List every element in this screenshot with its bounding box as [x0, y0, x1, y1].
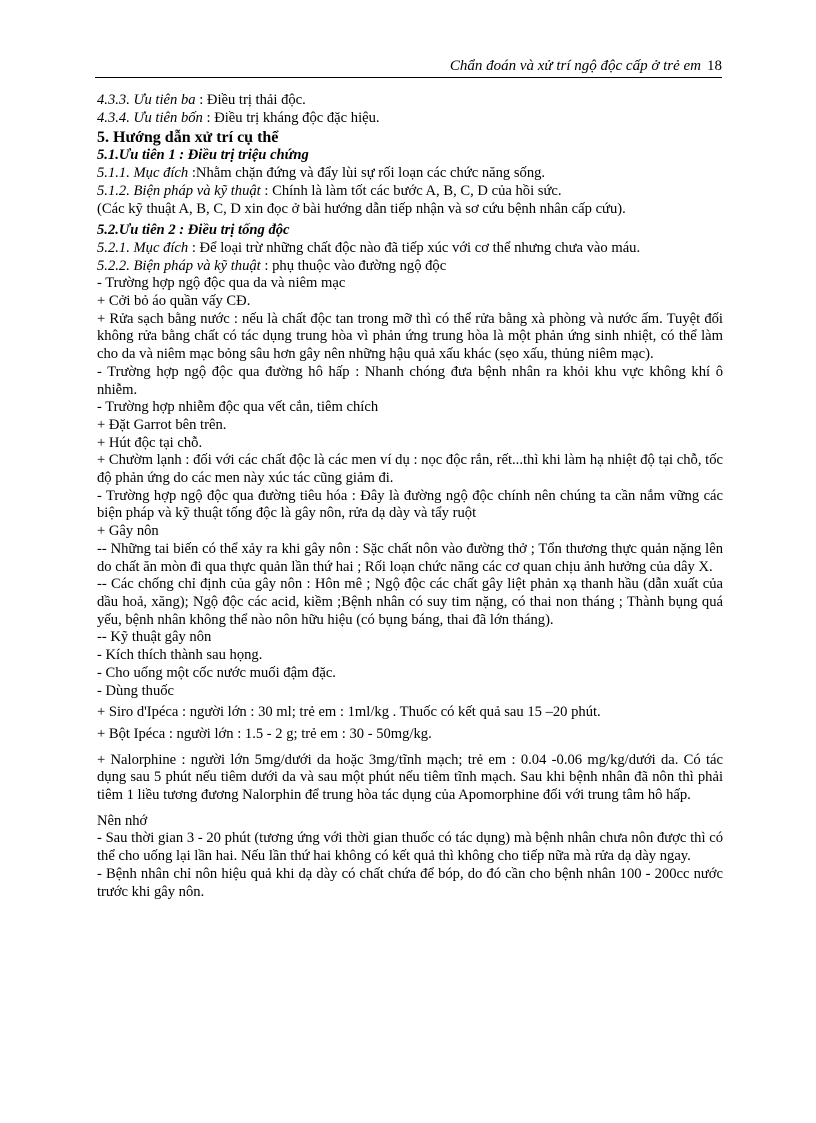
section-5-1-1	[97, 165, 723, 183]
paragraph: - Sau thời gian 3 - 20 phút (tương ứng với thời gian thuốc có tác dụng) mà bệnh nhân chưa nôn được thì có thể cho uống lại lần hai. Nếu lần thứ hai không có kết quả thì không cho tiếp nữa mà rửa dạ dày ngay.	[97, 830, 723, 865]
section-label: 4.3.4. Ưu tiên bốn	[97, 109, 203, 126]
list-item: - Dùng thuốc	[97, 682, 175, 699]
paragraph: + Nalorphine : người lớn 5mg/dưới da hoặc 3mg/tĩnh mạch; trẻ em : 0.04 -0.06 mg/kg/dưới da. Có tác dụng sau 5 phút nếu tiêm dưới da và sau một phút nếu tiêm tĩnh mạch. Sau khi bệnh nhân đã nôn thì phải tiêm 1 liều tương đương Nalorphin để trung hòa tác dụng của Apomorphine đối với trung tâm hô hấp.	[97, 751, 723, 804]
paragraph: -- Những tai biến có thể xảy ra khi gây nôn : Sặc chất nôn vào đường thở ; Tổn thương thực quản nặng lên do chất ăn mòn đi qua thực quản lần thứ hai ; Rối loạn chức năng các cơ quan chịu ảnh hưởng của dây X.	[97, 540, 723, 575]
list-item: - Cho uống một cốc nước muối đậm đặc.	[97, 664, 336, 681]
paragraph: - Trường hợp ngộ độc qua đường tiêu hóa : Đây là đường ngộ độc chính nên chúng ta cần nắm vững các biện pháp và kỹ thuật tống độc là gây nôn, rửa dạ dày và tẩy ruột	[97, 487, 723, 522]
section-label: 5.2.1. Mục đích	[97, 239, 189, 256]
list-item: + Bột Ipéca : người lớn : 1.5 - 2 g; trẻ em : 30 - 50mg/kg.	[97, 725, 432, 742]
section-4-3-4	[97, 110, 723, 128]
section-text: : Để loại trừ những chất độc nào đã tiếp xúc với cơ thể nhưng chưa vào máu.	[188, 239, 641, 256]
section-text: : Điều trị kháng độc đặc hiệu.	[202, 109, 380, 126]
paragraph: + Chườm lạnh : đối với các chất độc là các men ví dụ : nọc độc rắn, rết...thì khi làm hạ nhiệt độ tại chỗ, tốc độ phản ứng do các men này xúc tác cũng giảm đi.	[97, 452, 723, 487]
list-item: - Trường hợp ngộ độc qua da và niêm mạc	[97, 275, 346, 292]
section-label: 5.1.1. Mục đích	[97, 165, 189, 182]
note-heading: Nên nhớ	[97, 812, 148, 829]
section-5-2-1	[97, 240, 723, 258]
header-rule	[95, 77, 722, 78]
header-title: Chẩn đoán và xử trí ngộ độc cấp ở trẻ em	[449, 58, 701, 74]
list-item: - Trường hợp nhiễm độc qua vết cắn, tiêm chích	[97, 399, 379, 416]
section-text: :Nhằm chặn đứng và đẩy lùi sự rối loạn các chức năng sống.	[188, 165, 546, 182]
section-text: : Điều trị thải độc.	[195, 92, 306, 108]
list-item: + Siro d'Ipéca : người lớn : 30 ml; trẻ em : 1ml/kg . Thuốc có kết quả sau 15 –20 phút.	[97, 704, 601, 721]
section-label: 5.2.2. Biện pháp và kỹ thuật	[97, 257, 261, 274]
running-header	[95, 56, 722, 76]
section-label: 5.1.2. Biện pháp và kỹ thuật	[97, 182, 261, 199]
list-item: + Đặt Garrot bên trên.	[97, 416, 227, 433]
section-text: : phụ thuộc vào đường ngộ độc	[260, 257, 447, 274]
document-body	[97, 92, 723, 901]
list-item: + Cởi bỏ áo quần vấy CĐ.	[97, 293, 251, 310]
heading-5-2: 5.2.Ưu tiên 2 : Điều trị tống độc	[97, 222, 290, 239]
list-item: - Kích thích thành sau họng.	[97, 647, 263, 664]
list-item: + Hút độc tại chỗ.	[97, 434, 203, 451]
paragraph: -- Các chống chỉ định của gây nôn : Hôn mê ; Ngộ độc các chất gây liệt phản xạ thanh hầu (dẫn xuất của dầu hoả, xăng); Ngộ độc các acid, kiềm ;Bệnh nhân có suy tim nặng, có thai non tháng ; Thành bụng quá yếu, bệnh nhân không thể nào nôn hữu hiệu (có bụng báng, thai đã lớn tháng).	[97, 576, 723, 628]
page-number: 18	[707, 58, 722, 74]
section-5-2-2	[97, 258, 723, 276]
heading-5: 5. Hướng dẫn xử trí cụ thể	[97, 129, 279, 147]
list-item: + Gây nôn	[97, 523, 159, 540]
paragraph: - Trường hợp ngộ độc qua đường hô hấp : Nhanh chóng đưa bệnh nhân ra khỏi khu vực không khí ô nhiễm.	[97, 363, 723, 398]
section-5-1-2	[97, 183, 723, 201]
list-item: -- Kỹ thuật gây nôn	[97, 629, 212, 646]
note-abcd: (Các kỹ thuật A, B, C, D xin đọc ở bài hướng dẫn tiếp nhận và sơ cứu bệnh nhân cấp cứu).	[97, 200, 626, 217]
paragraph: + Rửa sạch bằng nước : nếu là chất độc tan trong mỡ thì có thể rửa bằng xà phòng và nước ấm. Tuyệt đối không rửa bằng chất có tác dụng trung hòa vì phản ứng trung hòa là một phản ứng sinh nhiệt, có thể làm cho da và niêm mạc bỏng sâu hơn gây nên những hậu quả xấu khác (sẹo xấu, thủng niêm mạc).	[97, 310, 723, 363]
section-text: : Chính là làm tốt các bước A, B, C, D của hồi sức.	[260, 182, 562, 199]
heading-5-1: 5.1.Ưu tiên 1 : Điều trị triệu chứng	[97, 147, 309, 164]
paragraph: - Bệnh nhân chỉ nôn hiệu quả khi dạ dày có chất chứa để bóp, do đó cần cho bệnh nhân 100 - 200cc nước trước khi gây nôn.	[97, 865, 723, 900]
section-4-3-3	[97, 92, 723, 110]
section-label: 4.3.3. Ưu tiên ba	[97, 92, 196, 108]
